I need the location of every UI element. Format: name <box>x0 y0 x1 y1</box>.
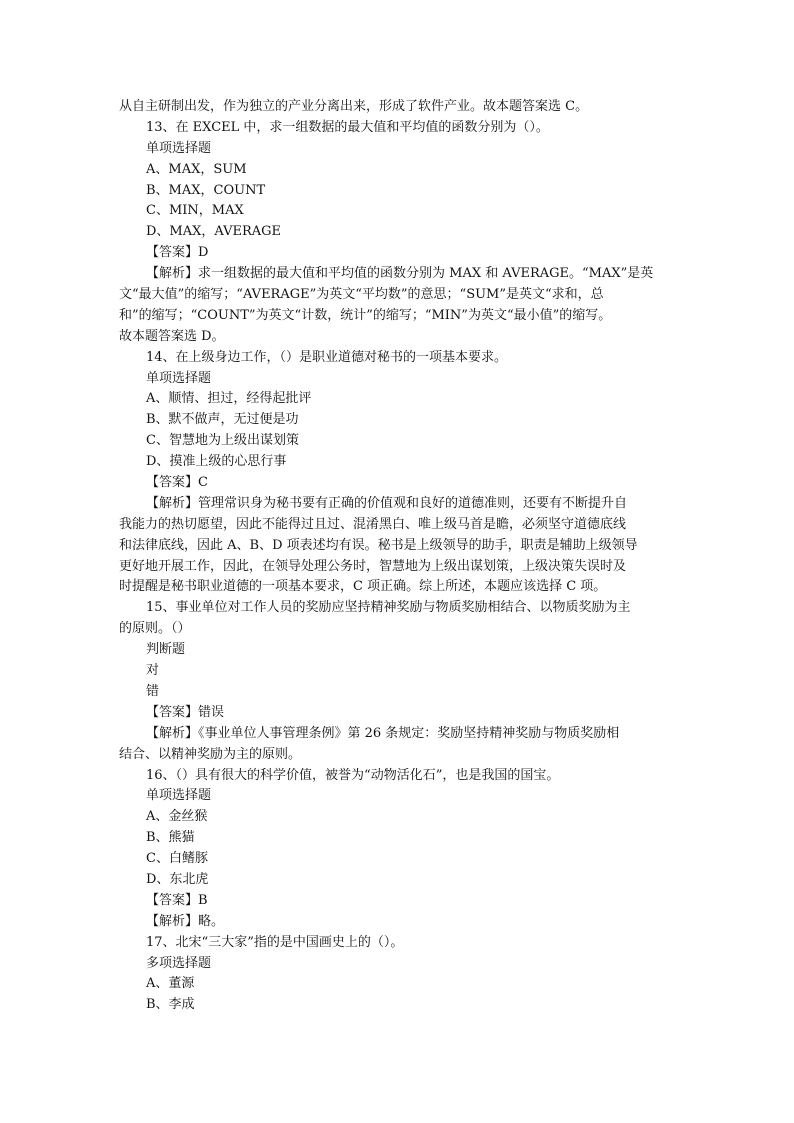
question-13-analysis-line: 【解析】求一组数据的最大值和平均值的函数分别为 MAX 和 AVERAGE。“MAX”是英 <box>146 266 654 282</box>
question-15-answer: 【答案】错误 <box>146 704 225 720</box>
question-15-analysis-line: 【解析】《事业单位人事管理条例》第 26 条规定：奖励坚持精神奖励与物质奖励相 <box>146 725 620 741</box>
question-14-type: 单项选择题 <box>146 370 212 386</box>
question-15-title: 15、事业单位对工作人员的奖励应坚持精神奖励与物质奖励相结合、以物质奖励为主 <box>146 600 631 616</box>
question-15-option-false: 错 <box>146 683 160 699</box>
question-14-analysis-line: 【解析】管理常识身为秘书要有正确的价值观和良好的道德准则，还要有不断提升自 <box>146 495 628 511</box>
document-content <box>119 97 679 1016</box>
question-14-option-d: D、摸准上级的心思行事 <box>146 454 287 470</box>
question-17-type: 多项选择题 <box>146 955 212 971</box>
question-13-option-d: D、MAX，AVERAGE <box>146 224 282 240</box>
question-14-analysis-line: 时提醒是秘书职业道德的一项基本要求，C 项正确。综上所述，本题应该选择 C 项。 <box>119 579 607 595</box>
question-14-option-a: A、顺情、担过，经得起批评 <box>146 391 312 407</box>
question-17-option-b: B、李成 <box>146 997 195 1013</box>
question-16-option-a: A、金丝猴 <box>146 809 208 825</box>
question-14-option-b: B、默不做声，无过便是功 <box>146 412 299 428</box>
question-16-option-c: C、白鳍豚 <box>146 851 208 867</box>
question-13-type: 单项选择题 <box>146 140 212 156</box>
question-13-analysis-line: 文“最大值”的缩写；“AVERAGE”为英文“平均数”的意思；“SUM”是英文“求和，总 <box>119 287 604 303</box>
question-15-title-cont: 的原则。（） <box>119 621 191 637</box>
question-16-option-d: D、东北虎 <box>146 871 209 887</box>
question-16-answer: 【答案】B <box>146 892 208 908</box>
question-15-type: 判断题 <box>146 642 186 658</box>
question-13-analysis-line: 和”的缩写；“COUNT”为英文“计数，统计”的缩写；“MIN”为英文“最小值”的缩写。 <box>119 307 612 323</box>
intro-line: 从自主研制出发，作为独立的产业分离出来，形成了软件产业。故本题答案选 C。 <box>119 99 589 114</box>
question-16-type: 单项选择题 <box>146 788 212 804</box>
question-15-analysis-line: 结合、以精神奖励为主的原则。 <box>119 746 302 762</box>
question-13-option-a: A、MAX，SUM <box>146 161 247 177</box>
question-14-answer: 【答案】C <box>146 475 208 491</box>
question-13-option-b: B、MAX，COUNT <box>146 182 266 198</box>
question-16-title: 16、（）具有很大的科学价值，被誉为“动物活化石”，也是我国的国宝。 <box>146 767 560 783</box>
question-13-answer: 【答案】D <box>146 245 209 261</box>
question-14-analysis-line: 和法律底线，因此 A、B、D 项表述均有误。秘书是上级领导的助手，职责是辅助上级领导 <box>119 537 638 553</box>
question-15-option-true: 对 <box>146 663 160 679</box>
question-14-option-c: C、智慧地为上级出谋划策 <box>146 433 299 449</box>
question-13-analysis-line: 故本题答案选 D。 <box>119 328 225 344</box>
question-17-title: 17、北宋“三大家”指的是中国画史上的（）。 <box>146 934 404 950</box>
question-13-option-c: C、MIN，MAX <box>146 203 244 219</box>
question-16-option-b: B、熊猫 <box>146 830 195 846</box>
question-13-title: 13、在 EXCEL 中，求一组数据的最大值和平均值的函数分别为（）。 <box>146 119 549 135</box>
question-14-analysis-line: 我能力的热切愿望，因此不能得过且过、混淆黑白、唯上级马首是瞻，必须坚守道德底线 <box>119 516 627 532</box>
question-14-title: 14、在上级身边工作，（）是职业道德对秘书的一项基本要求。 <box>146 349 508 365</box>
question-14-analysis-line: 更好地开展工作，因此，在领导处理公务时，智慧地为上级出谋划策，上级决策失误时及 <box>119 558 627 574</box>
question-17-option-a: A、董源 <box>146 976 195 992</box>
question-16-analysis-line: 【解析】略。 <box>146 913 225 929</box>
